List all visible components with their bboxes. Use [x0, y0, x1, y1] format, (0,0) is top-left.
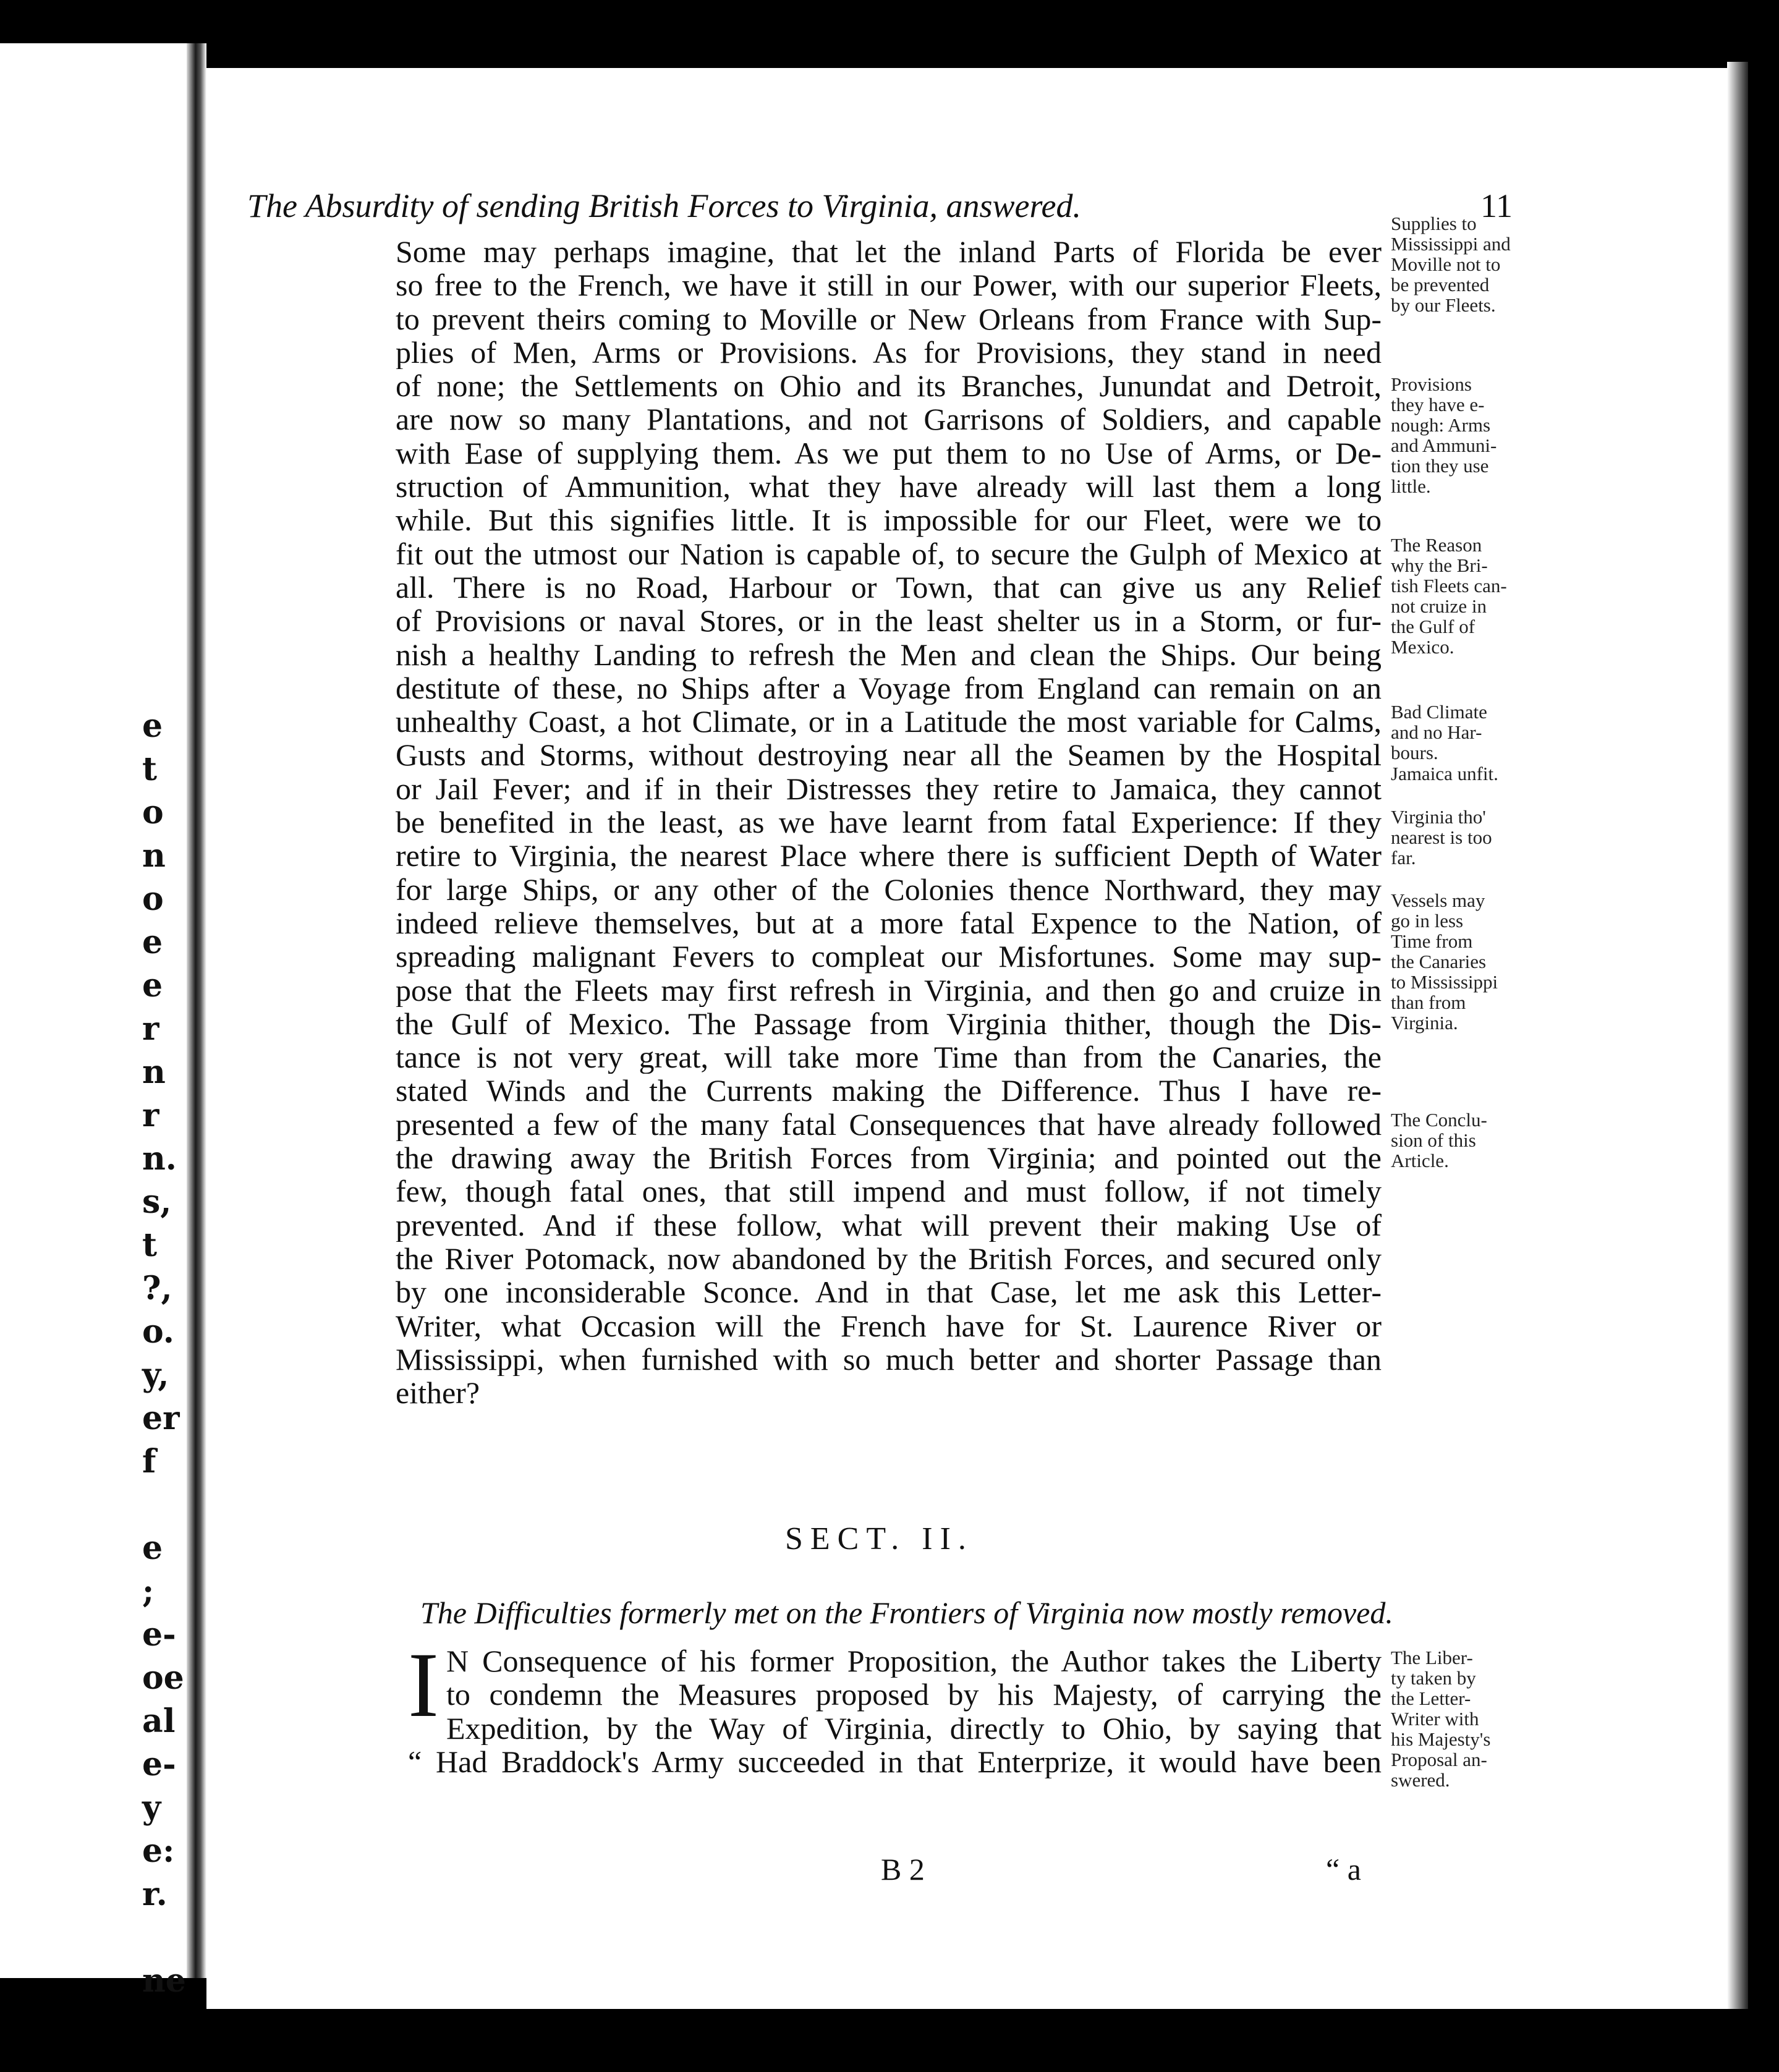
facing-page-fragment: r: [142, 1097, 159, 1134]
facing-page-fragments: [142, 705, 185, 2003]
marginal-note: [1391, 763, 1524, 784]
text-line: with Ease of supplying them. As we put them to no Use of Arms, or De-: [396, 436, 1382, 470]
text-line: Mississippi, when furnished with so much better and shorter Passage than: [396, 1342, 1382, 1377]
marginal-note-line: sion of this: [1391, 1129, 1476, 1151]
text-line: of Provisions or naval Stores, or in the least shelter us in a Storm, or fur-: [396, 604, 1382, 638]
marginal-note-line: ty taken by: [1391, 1667, 1476, 1689]
text-line: Gusts and Storms, without destroying near all the Seamen by the Hospital: [396, 738, 1382, 772]
text-line: retire to Virginia, the nearest Place where there is sufficient Depth of Water: [396, 839, 1382, 873]
marginal-note-line: The Conclu-: [1391, 1109, 1487, 1131]
facing-page-fragment: o: [142, 880, 164, 918]
text-line: all. There is no Road, Harbour or Town, that can give us any Relief: [396, 570, 1382, 605]
facing-page-fragment: oe: [142, 1659, 184, 1697]
marginal-note: [1391, 213, 1524, 315]
marginal-note-line: The Reason: [1391, 534, 1482, 556]
facing-page-fragment: [142, 1916, 185, 1959]
facing-page-fragment: t: [142, 750, 158, 788]
marginal-note-line: and Ammuni-: [1391, 435, 1497, 456]
marginal-note: [1391, 1647, 1524, 1790]
text-line: while. But this signifies little. It is impossible for our Fleet, were we to: [396, 503, 1382, 537]
marginal-note-line: to Mississippi: [1391, 971, 1498, 993]
facing-page-fragment: ;: [142, 1573, 155, 1610]
marginal-note-line: far.: [1391, 847, 1416, 868]
facing-page-fragment: er: [142, 1399, 180, 1437]
catchword: “ a: [1326, 1852, 1361, 1887]
marginal-note-line: nearest is too: [1391, 826, 1492, 848]
facing-page-fragment: e-: [142, 1746, 176, 1783]
facing-page-fragment: r: [142, 1010, 159, 1048]
facing-page-fragment: n.: [142, 1140, 177, 1178]
marginal-note-line: swered.: [1391, 1769, 1450, 1791]
page-edge: [1727, 62, 1748, 2009]
section-text-line: “ Had Braddock's Army succeeded in that Enterprize, it would have been: [408, 1744, 1382, 1779]
section-text-line: to condemn the Measures proposed by his Majesty, of carrying the: [446, 1678, 1382, 1712]
section-text-line: Expedition, by the Way of Virginia, directly to Ohio, by saying that: [446, 1711, 1382, 1745]
facing-page-fragment: ?,: [142, 1270, 172, 1307]
text-line: spreading malignant Fevers to compleat our Misfortunes. Some may sup-: [396, 940, 1382, 974]
marginal-note-line: the Gulf of: [1391, 616, 1475, 637]
marginal-note-line: be prevented: [1391, 274, 1490, 295]
facing-page-fragment: ne: [142, 1962, 186, 2000]
text-line: the drawing away the British Forces from Virginia; and pointed out the: [396, 1141, 1382, 1175]
section-body: [408, 1634, 1382, 1779]
text-line: nish a healthy Landing to refresh the Men and clean the Ships. Our being: [396, 637, 1382, 671]
marginal-note: [1391, 535, 1524, 657]
facing-page-fragment: al: [142, 1702, 176, 1740]
facing-page-fragment: o.: [142, 1313, 174, 1351]
marginal-note-line: the Canaries: [1391, 951, 1487, 972]
text-line: by one inconsiderable Sconce. And in that Case, let me ask this Letter-: [396, 1275, 1382, 1309]
marginal-note-line: Virginia.: [1391, 1012, 1458, 1034]
book-gutter: [187, 43, 206, 1978]
marginal-note-line: tion they use: [1391, 455, 1489, 477]
facing-page-fragment: f: [142, 1443, 156, 1480]
marginal-note-line: little.: [1391, 475, 1431, 497]
body-text: [396, 235, 1382, 1409]
marginal-note-line: the Letter-: [1391, 1688, 1471, 1709]
text-line: presented a few of the many fatal Consequences that have already followed: [396, 1107, 1382, 1142]
text-line: are now so many Plantations, and not Garrisons of Soldiers, and capable: [396, 402, 1382, 436]
text-line: either?: [396, 1376, 480, 1410]
marginal-note-line: nough: Arms: [1391, 414, 1491, 436]
marginal-note-line: Mexico.: [1391, 636, 1454, 658]
marginal-note-line: why the Bri-: [1391, 554, 1488, 576]
text-line: Writer, what Occasion will the French have for St. Laurence River or: [396, 1309, 1382, 1343]
marginal-note-line: Virginia tho': [1391, 806, 1486, 828]
text-line: fit out the utmost our Nation is capable of, to secure the Gulph of Mexico at: [396, 537, 1382, 571]
text-line: the River Potomack, now abandoned by the British Forces, and secured only: [396, 1241, 1382, 1276]
facing-page-fragment: e: [142, 967, 163, 1004]
text-line: for large Ships, or any other of the Colonies thence Northward, they may: [396, 872, 1382, 906]
facing-page-fragment: e-: [142, 1616, 176, 1654]
marginal-note-line: Jamaica unfit.: [1391, 763, 1498, 784]
text-line: so free to the French, we have it still in our Power, with our superior Fleets,: [396, 268, 1382, 302]
marginal-note: [1391, 374, 1524, 496]
marginal-note: [1391, 807, 1524, 868]
drop-cap: I: [408, 1634, 439, 1736]
text-line: pose that the Fleets may first refresh in Virginia, and then go and cruize in: [396, 973, 1382, 1007]
text-line: be benefited in the least, as we have learnt from fatal Experience: If they: [396, 805, 1382, 839]
facing-page-fragment: y: [142, 1789, 161, 1827]
marginal-note-line: Bad Climate: [1391, 701, 1487, 723]
marginal-note-line: by our Fleets.: [1391, 294, 1496, 316]
page-number: 11: [1480, 187, 1513, 224]
marginal-note-line: not cruize in: [1391, 595, 1487, 617]
facing-page-fragment: t: [142, 1226, 158, 1264]
text-line: unhealthy Coast, a hot Climate, or in a Latitude the most variable for Calms,: [396, 705, 1382, 739]
section-subtitle: The Difficulties formerly met on the Frontiers of Virginia now mostly removed.: [420, 1595, 1393, 1630]
marginal-note-line: Proposal an-: [1391, 1749, 1487, 1770]
text-line: plies of Men, Arms or Provisions. As for Provisions, they stand in need: [396, 335, 1382, 370]
running-head: The Absurdity of sending British Forces to Virginia, answered.: [247, 187, 1081, 224]
facing-page-fragment: n: [142, 837, 166, 875]
text-line: struction of Ammunition, what they have already will last them a long: [396, 470, 1382, 504]
text-line: stated Winds and the Currents making the Difference. Thus I have re-: [396, 1074, 1382, 1108]
signature-mark: B 2: [881, 1852, 925, 1887]
facing-page-fragment: e:: [142, 1832, 175, 1870]
marginal-note-line: bours.: [1391, 742, 1438, 763]
facing-page-fragment: [142, 1484, 185, 1527]
facing-page-fragment: e: [142, 707, 163, 745]
text-line: destitute of these, no Ships after a Voyage from England can remain on an: [396, 671, 1382, 705]
facing-page-fragment: e: [142, 923, 163, 961]
marginal-note-line: Moville not to: [1391, 253, 1501, 275]
marginal-note-line: Vessels may: [1391, 890, 1485, 911]
marginal-note-line: The Liber-: [1391, 1647, 1473, 1668]
facing-page-fragment: n: [142, 1053, 166, 1091]
facing-page-fragment: s,: [142, 1183, 172, 1221]
marginal-note: [1391, 702, 1524, 763]
text-line: Some may perhaps imagine, that let the inland Parts of Florida be ever: [396, 235, 1382, 269]
facing-page-fragment: y,: [142, 1356, 169, 1394]
marginal-note-line: Provisions: [1391, 373, 1472, 395]
facing-page-fragment: o: [142, 794, 164, 831]
marginal-note-line: go in less: [1391, 910, 1464, 932]
text-line: indeed relieve themselves, but at a more fatal Expence to the Nation, of: [396, 906, 1382, 940]
marginal-note-line: Article.: [1391, 1150, 1449, 1171]
section-title: SECT. II.: [785, 1521, 974, 1556]
marginal-note-line: Time from: [1391, 930, 1473, 952]
text-line: to prevent theirs coming to Moville or New Orleans from France with Sup-: [396, 302, 1382, 336]
marginal-note-line: his Majesty's: [1391, 1728, 1491, 1750]
marginal-note-line: they have e-: [1391, 394, 1485, 415]
facing-page-fragment: e: [142, 1529, 163, 1567]
marginal-note-line: and no Har-: [1391, 721, 1482, 743]
marginal-note-line: Writer with: [1391, 1708, 1479, 1730]
marginal-note-line: than from: [1391, 991, 1466, 1013]
text-line: of none; the Settlements on Ohio and its Branches, Junundat and Detroit,: [396, 369, 1382, 403]
facing-page-fragment: r.: [142, 1875, 168, 1913]
marginal-note-line: Mississippi and: [1391, 233, 1511, 255]
section-text-line: N Consequence of his former Proposition, the Author takes the Liberty: [446, 1644, 1382, 1678]
marginal-note-line: tish Fleets can-: [1391, 575, 1507, 597]
text-line: few, though fatal ones, that still impend and must follow, if not timely: [396, 1174, 1382, 1208]
text-line: tance is not very great, will take more Time than from the Canaries, the: [396, 1040, 1382, 1074]
marginal-note-line: Supplies to: [1391, 213, 1477, 234]
text-line: or Jail Fever; and if in their Distresses they retire to Jamaica, they cannot: [396, 771, 1382, 806]
marginal-note: [1391, 890, 1524, 1033]
text-line: the Gulf of Mexico. The Passage from Virginia thither, though the Dis-: [396, 1006, 1382, 1041]
text-line: prevented. And if these follow, what will prevent their making Use of: [396, 1208, 1382, 1242]
marginal-note: [1391, 1110, 1524, 1171]
